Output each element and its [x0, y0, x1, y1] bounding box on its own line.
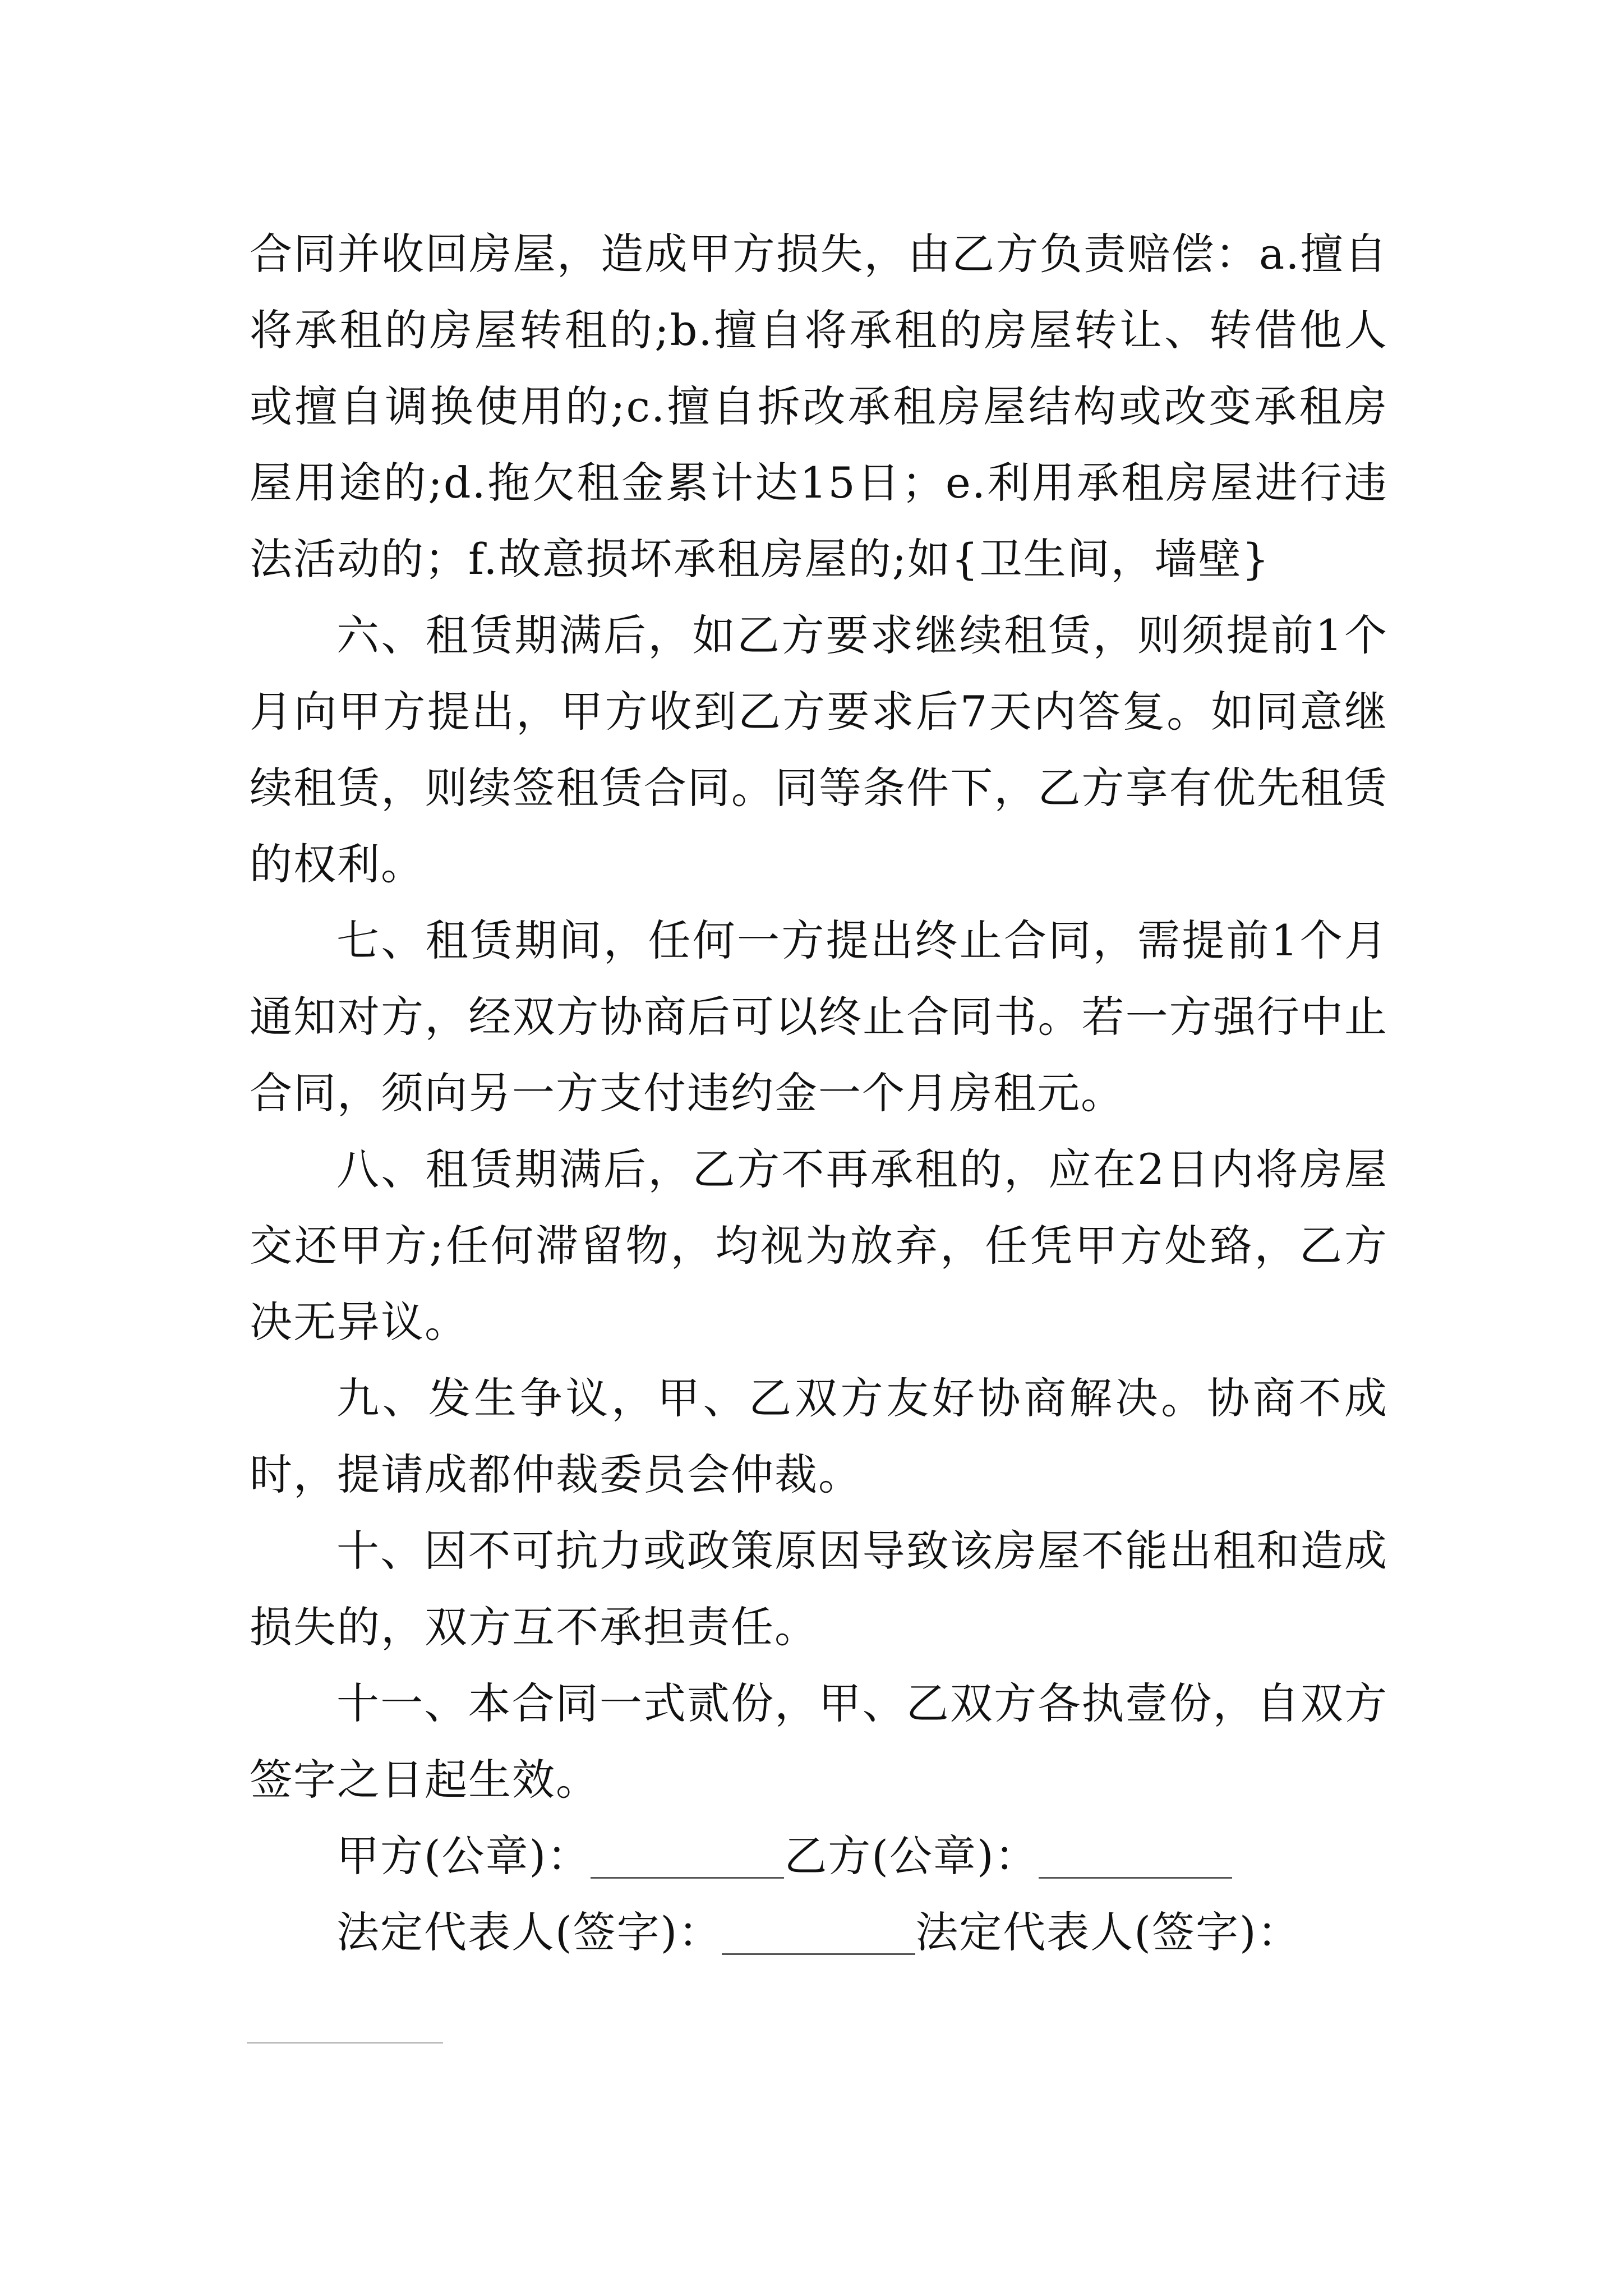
paragraph-continued: 合同并收回房屋，造成甲方损失，由乙方负责赔偿：a.擅自将承租的房屋转租的;b.擅自将承租的房屋转让、转借他人或擅自调换使用的;c.擅自拆改承租房屋结构或改变承租房屋用途的;d.拖欠租金累计达15日；e.利用承租房屋进行违法活动的；f.故意损坏承租房屋的;如{卫生间，墙壁}: [250, 229, 1388, 584]
party-b-rep-label: 法定代表人(签字)：: [915, 1907, 1301, 1957]
contract-body: [250, 216, 1388, 1971]
representative-signature-line: [250, 1894, 1388, 1971]
party-a-seal-blank: [591, 1837, 784, 1879]
seal-signature-line: [250, 1818, 1388, 1894]
party-b-seal-blank: [1039, 1837, 1232, 1879]
party-a-rep-blank: [722, 1913, 915, 1955]
paragraph-clause-7: 七、租赁期间，任何一方提出终止合同，需提前1个月通知对方，经双方协商后可以终止合同书。若一方强行中止合同，须向另一方支付违约金一个月房租元。: [250, 915, 1388, 1118]
paragraph-clause-11: 十一、本合同一式贰份，甲、乙双方各执壹份，自双方签字之日起生效。: [250, 1678, 1388, 1805]
paragraph-clause-8: 八、租赁期满后，乙方不再承租的，应在2日内将房屋交还甲方;任何滞留物，均视为放弃，任凭甲方处臵，乙方决无异议。: [250, 1144, 1388, 1347]
footnote-divider: [247, 2042, 443, 2044]
paragraph-clause-6: 六、租赁期满后，如乙方要求继续租赁，则须提前1个月向甲方提出，甲方收到乙方要求后7天内答复。如同意继续租赁，则续签租赁合同。同等条件下，乙方享有优先租赁的权利。: [250, 610, 1388, 889]
paragraph-clause-10: 十、因不可抗力或政策原因导致该房屋不能出租和造成损失的，双方互不承担责任。: [250, 1526, 1388, 1652]
party-a-rep-label: 法定代表人(签字)：: [336, 1907, 722, 1957]
party-a-seal-label: 甲方(公章)：: [336, 1831, 591, 1881]
party-b-seal-label: 乙方(公章)：: [784, 1831, 1039, 1881]
paragraph-clause-9: 九、发生争议，甲、乙双方友好协商解决。协商不成时，提请成都仲裁委员会仲裁。: [250, 1373, 1388, 1499]
